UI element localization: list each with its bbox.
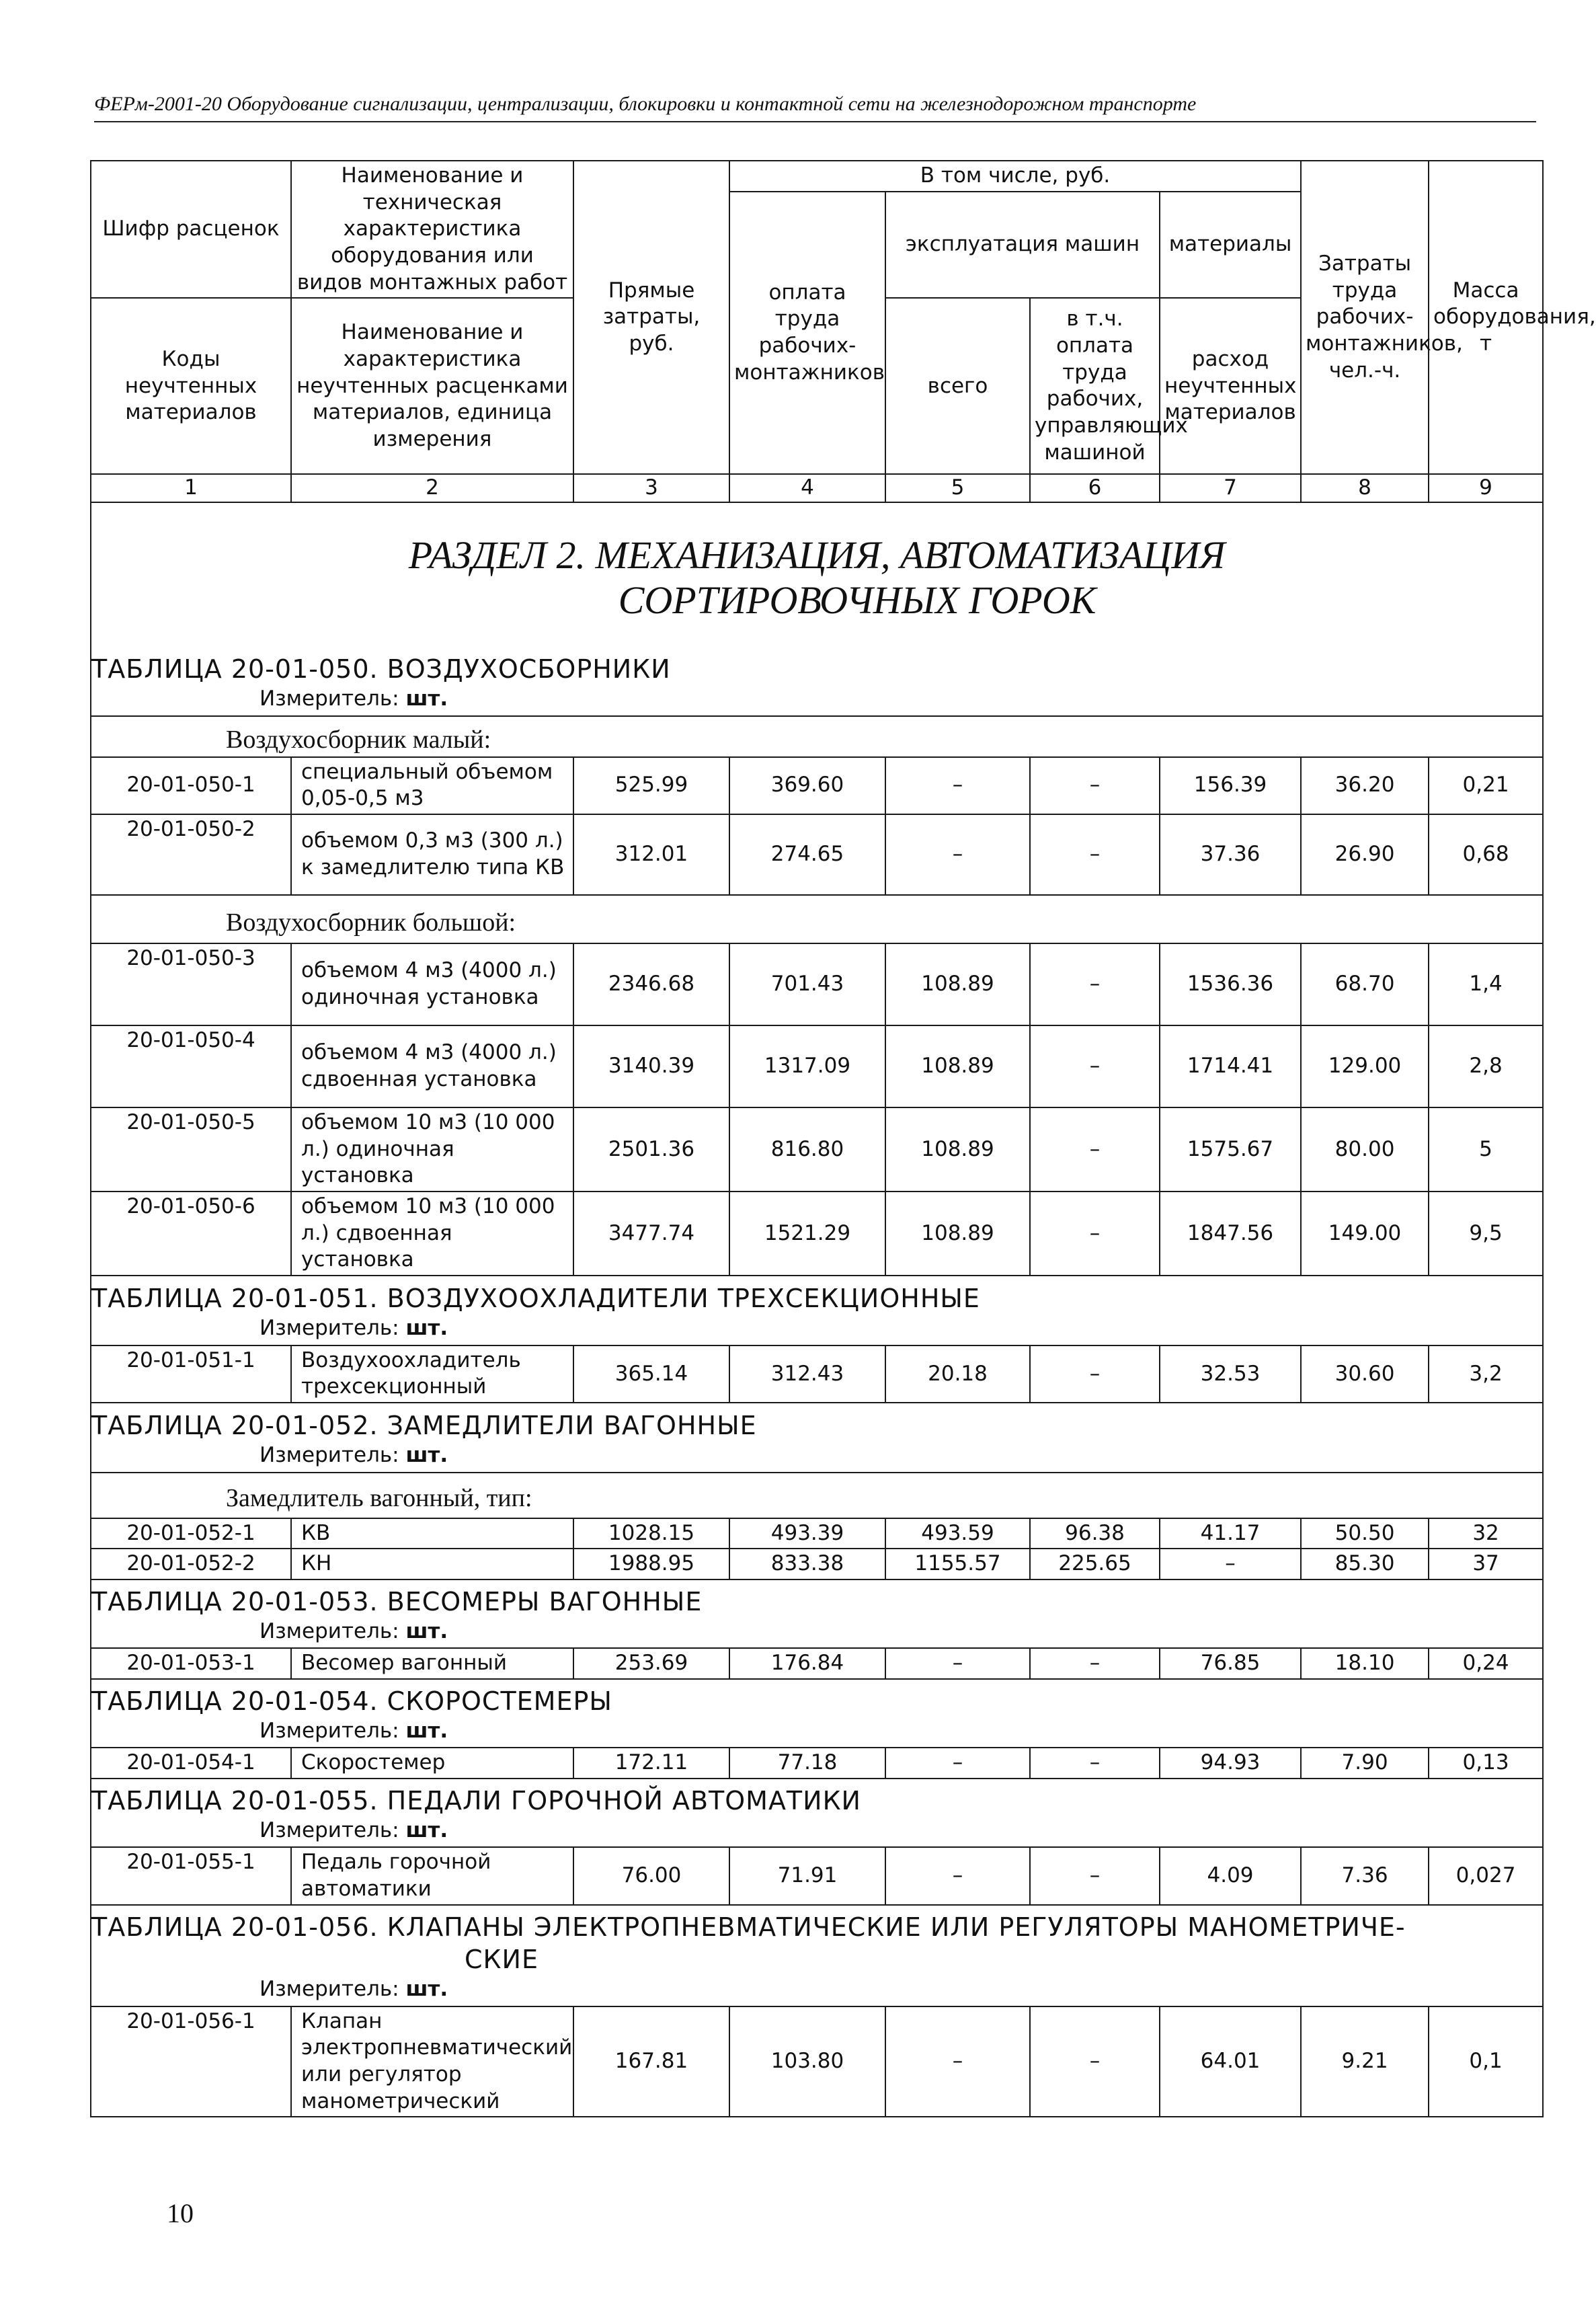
column-number: 6 — [1030, 474, 1160, 502]
table-title: ТАБЛИЦА 20-01-050. ВОЗДУХОСБОРНИКИ — [91, 647, 1543, 686]
column-number: 3 — [573, 474, 729, 502]
column-number: 1 — [91, 474, 291, 502]
item-name: объемом 10 м3 (10 000 л.) одиночная установка — [291, 1107, 573, 1192]
measure-unit — [91, 686, 1543, 716]
table-row — [91, 1518, 1543, 1549]
col-labor-header: Затраты труда рабочих-монтажников, чел.-ч. — [1301, 161, 1429, 474]
direct-costs: 2346.68 — [573, 943, 729, 1025]
mass: 32 — [1429, 1518, 1543, 1549]
table-row — [91, 1847, 1543, 1904]
table-title: ТАБЛИЦА 20-01-054. СКОРОСТЕМЕРЫ — [91, 1679, 1543, 1718]
machine-wages: 225.65 — [1030, 1549, 1160, 1579]
table-row — [91, 1192, 1543, 1276]
machine-wages: – — [1030, 1345, 1160, 1403]
measure-value: шт. — [405, 1443, 448, 1468]
labor: 9.21 — [1301, 2006, 1429, 2117]
rate-code: 20-01-050-4 — [91, 1025, 291, 1107]
measure-label: Измеритель: — [260, 687, 399, 711]
machines-total: 108.89 — [885, 1107, 1030, 1192]
mass: 1,4 — [1429, 943, 1543, 1025]
direct-costs: 167.81 — [573, 2006, 729, 2117]
item-name: Клапан электропневматический или регулятор манометрический — [291, 2006, 573, 2117]
measure-unit — [91, 1442, 1543, 1473]
direct-costs: 1988.95 — [573, 1549, 729, 1579]
column-number: 8 — [1301, 474, 1429, 502]
wages: 1317.09 — [729, 1025, 885, 1107]
mass: 9,5 — [1429, 1192, 1543, 1276]
col-group-header: В том числе, руб. — [729, 161, 1301, 192]
labor: 149.00 — [1301, 1192, 1429, 1276]
wages: 493.39 — [729, 1518, 885, 1549]
table-title-line1: ТАБЛИЦА 20-01-056. КЛАПАНЫ ЭЛЕКТРОПНЕВМАТИЧЕСКИЕ ИЛИ РЕГУЛЯТОРЫ МАНОМЕТРИЧЕ- — [91, 1912, 1406, 1942]
col-material-codes-header: Коды неучтенных материалов — [91, 298, 291, 474]
machine-wages: – — [1030, 1107, 1160, 1192]
measure-value: шт. — [405, 687, 448, 711]
machines-total: 20.18 — [885, 1345, 1030, 1403]
machines-total: – — [885, 2006, 1030, 2117]
rate-code: 20-01-050-1 — [91, 757, 291, 814]
rate-code: 20-01-050-5 — [91, 1107, 291, 1192]
materials: 1714.41 — [1160, 1025, 1301, 1107]
section-title — [91, 502, 1543, 647]
table-row — [91, 757, 1543, 814]
measure-unit — [91, 1315, 1543, 1345]
labor: 18.10 — [1301, 1648, 1429, 1679]
measure-unit — [91, 1618, 1543, 1649]
direct-costs: 76.00 — [573, 1847, 729, 1904]
labor: 80.00 — [1301, 1107, 1429, 1192]
table-row — [91, 1648, 1543, 1679]
table-title: ТАБЛИЦА 20-01-053. ВЕСОМЕРЫ ВАГОННЫЕ — [91, 1579, 1543, 1618]
column-number: 4 — [729, 474, 885, 502]
col-mass-header: Масса оборудования, т — [1429, 161, 1543, 474]
header-rule — [94, 121, 1536, 122]
rate-code: 20-01-053-1 — [91, 1648, 291, 1679]
col-wages-header: оплата труда рабочих-монтажников — [729, 192, 885, 475]
table-row — [91, 1025, 1543, 1107]
section-title-line1: РАЗДЕЛ 2. МЕХАНИЗАЦИЯ, АВТОМАТИЗАЦИЯ — [408, 533, 1226, 578]
rate-code: 20-01-051-1 — [91, 1345, 291, 1403]
section-title-line2: СОРТИРОВОЧНЫХ ГОРОК — [618, 578, 1096, 623]
machine-wages: – — [1030, 1192, 1160, 1276]
measure-value: шт. — [405, 1316, 448, 1341]
measure-label: Измеритель: — [260, 1618, 399, 1643]
rate-code: 20-01-052-2 — [91, 1549, 291, 1579]
item-name: объемом 4 м3 (4000 л.) одиночная установка — [291, 943, 573, 1025]
item-name: КВ — [291, 1518, 573, 1549]
item-name: объемом 4 м3 (4000 л.) сдвоенная установка — [291, 1025, 573, 1107]
column-numbers-row — [91, 474, 1543, 502]
materials: 1847.56 — [1160, 1192, 1301, 1276]
direct-costs: 3140.39 — [573, 1025, 729, 1107]
col-code-header: Шифр расценок — [91, 161, 291, 298]
table-row — [91, 2006, 1543, 2117]
rate-code: 20-01-056-1 — [91, 2006, 291, 2117]
mass: 5 — [1429, 1107, 1543, 1192]
table-row — [91, 943, 1543, 1025]
materials: 32.53 — [1160, 1345, 1301, 1403]
table-title-line2: СКИЕ — [465, 1945, 538, 1975]
materials: 41.17 — [1160, 1518, 1301, 1549]
direct-costs: 253.69 — [573, 1648, 729, 1679]
mass: 3,2 — [1429, 1345, 1543, 1403]
materials: 1575.67 — [1160, 1107, 1301, 1192]
labor: 68.70 — [1301, 943, 1429, 1025]
rate-code: 20-01-054-1 — [91, 1748, 291, 1779]
machine-wages: – — [1030, 814, 1160, 895]
labor: 50.50 — [1301, 1518, 1429, 1549]
mass: 0,027 — [1429, 1847, 1543, 1904]
wages: 77.18 — [729, 1748, 885, 1779]
materials: 1536.36 — [1160, 943, 1301, 1025]
machine-wages: – — [1030, 943, 1160, 1025]
direct-costs: 312.01 — [573, 814, 729, 895]
measure-unit — [91, 1818, 1543, 1848]
wages: 1521.29 — [729, 1192, 885, 1276]
measure-value: шт. — [405, 1976, 448, 2001]
measure-label: Измеритель: — [260, 1443, 399, 1468]
column-number: 9 — [1429, 474, 1543, 502]
item-name: Воздухоохладитель трехсекционный — [291, 1345, 573, 1403]
col-machine-wages-header: в т.ч. оплата труда рабочих, управляющих машиной — [1030, 298, 1160, 474]
materials: 156.39 — [1160, 757, 1301, 814]
measure-unit — [91, 1718, 1543, 1748]
materials: 64.01 — [1160, 2006, 1301, 2117]
rate-code: 20-01-050-3 — [91, 943, 291, 1025]
machines-total: – — [885, 814, 1030, 895]
materials: 4.09 — [1160, 1847, 1301, 1904]
machine-wages: – — [1030, 757, 1160, 814]
wages: 312.43 — [729, 1345, 885, 1403]
column-number: 5 — [885, 474, 1030, 502]
wages: 701.43 — [729, 943, 885, 1025]
materials: – — [1160, 1549, 1301, 1579]
machine-wages: – — [1030, 1748, 1160, 1779]
wages: 833.38 — [729, 1549, 885, 1579]
group-heading: Воздухосборник большой: — [91, 895, 1543, 943]
machine-wages: – — [1030, 1847, 1160, 1904]
item-name: Педаль горочной автоматики — [291, 1847, 573, 1904]
measure-label: Измеритель: — [260, 1718, 399, 1743]
mass: 0,21 — [1429, 757, 1543, 814]
materials: 76.85 — [1160, 1648, 1301, 1679]
labor: 7.36 — [1301, 1847, 1429, 1904]
column-number: 7 — [1160, 474, 1301, 502]
measure-value: шт. — [405, 1718, 448, 1743]
item-name: Весомер вагонный — [291, 1648, 573, 1679]
machines-total: 1155.57 — [885, 1549, 1030, 1579]
direct-costs: 365.14 — [573, 1345, 729, 1403]
machines-total: 108.89 — [885, 1192, 1030, 1276]
labor: 129.00 — [1301, 1025, 1429, 1107]
wages: 274.65 — [729, 814, 885, 895]
wages: 176.84 — [729, 1648, 885, 1679]
mass: 0,1 — [1429, 2006, 1543, 2117]
labor: 26.90 — [1301, 814, 1429, 895]
running-header: ФЕРм-2001-20 Оборудование сигнализации, централизации, блокировки и контактной сети на железнодорожном транспорте — [94, 93, 1197, 115]
machine-wages: – — [1030, 2006, 1160, 2117]
col-material-names-header: Наименование и характеристика неучтенных расценками материалов, единица измерения — [291, 298, 573, 474]
measure-value: шт. — [405, 1818, 448, 1842]
col-machines-total-header: всего — [885, 298, 1030, 474]
item-name: Скоростемер — [291, 1748, 573, 1779]
rate-code: 20-01-055-1 — [91, 1847, 291, 1904]
table-title: ТАБЛИЦА 20-01-052. ЗАМЕДЛИТЕЛИ ВАГОННЫЕ — [91, 1403, 1543, 1442]
group-heading: Воздухосборник малый: — [91, 716, 1543, 757]
table-header — [91, 161, 1596, 502]
machines-total: – — [885, 757, 1030, 814]
table-row — [91, 1107, 1543, 1192]
table-row — [91, 1345, 1543, 1403]
wages: 71.91 — [729, 1847, 885, 1904]
rate-code: 20-01-052-1 — [91, 1518, 291, 1549]
machines-total: – — [885, 1648, 1030, 1679]
measure-label: Измеритель: — [260, 1818, 399, 1842]
mass: 0,24 — [1429, 1648, 1543, 1679]
direct-costs: 172.11 — [573, 1748, 729, 1779]
labor: 36.20 — [1301, 757, 1429, 814]
col-material-usage-header: расход неучтенных материалов — [1160, 298, 1301, 474]
rate-code: 20-01-050-6 — [91, 1192, 291, 1276]
direct-costs: 2501.36 — [573, 1107, 729, 1192]
labor: 85.30 — [1301, 1549, 1429, 1579]
materials: 37.36 — [1160, 814, 1301, 895]
wages: 816.80 — [729, 1107, 885, 1192]
table-title — [91, 1905, 1543, 1976]
page-number: 10 — [167, 2198, 194, 2228]
mass: 0,68 — [1429, 814, 1543, 895]
item-name: объемом 0,3 м3 (300 л.) к замедлителю типа КВ — [291, 814, 573, 895]
wages: 103.80 — [729, 2006, 885, 2117]
mass: 0,13 — [1429, 1748, 1543, 1779]
labor: 30.60 — [1301, 1345, 1429, 1403]
table-title: ТАБЛИЦА 20-01-051. ВОЗДУХООХЛАДИТЕЛИ ТРЕХСЕКЦИОННЫЕ — [91, 1276, 1543, 1315]
table-row — [91, 814, 1543, 895]
direct-costs: 3477.74 — [573, 1192, 729, 1276]
rates-table — [90, 160, 1596, 2117]
machines-total: – — [885, 1748, 1030, 1779]
item-name: объемом 10 м3 (10 000 л.) сдвоенная установка — [291, 1192, 573, 1276]
machines-total: 108.89 — [885, 1025, 1030, 1107]
column-number: 2 — [291, 474, 573, 502]
machine-wages: 96.38 — [1030, 1518, 1160, 1549]
direct-costs: 525.99 — [573, 757, 729, 814]
machine-wages: – — [1030, 1025, 1160, 1107]
direct-costs: 1028.15 — [573, 1518, 729, 1549]
item-name: КН — [291, 1549, 573, 1579]
rate-code: 20-01-050-2 — [91, 814, 291, 895]
mass: 37 — [1429, 1549, 1543, 1579]
measure-label: Измеритель: — [260, 1976, 399, 2001]
measure-unit — [91, 1976, 1543, 2006]
machine-wages: – — [1030, 1648, 1160, 1679]
group-heading: Замедлитель вагонный, тип: — [91, 1473, 1543, 1518]
mass: 2,8 — [1429, 1025, 1543, 1107]
table-row — [91, 1748, 1543, 1779]
machines-total: – — [885, 1847, 1030, 1904]
col-machines-header: эксплуатация машин — [885, 192, 1160, 299]
table-row — [91, 1549, 1543, 1579]
machines-total: 493.59 — [885, 1518, 1030, 1549]
measure-label: Измеритель: — [260, 1316, 399, 1341]
measure-value: шт. — [405, 1618, 448, 1643]
materials: 94.93 — [1160, 1748, 1301, 1779]
labor: 7.90 — [1301, 1748, 1429, 1779]
col-direct-costs-header: Прямые затраты, руб. — [573, 161, 729, 474]
col-name-header: Наименование и техническая характеристика оборудования или видов монтажных работ — [291, 161, 573, 298]
item-name: специальный объемом 0,05-0,5 м3 — [291, 757, 573, 814]
machines-total: 108.89 — [885, 943, 1030, 1025]
col-materials-header: материалы — [1160, 192, 1301, 299]
wages: 369.60 — [729, 757, 885, 814]
table-title: ТАБЛИЦА 20-01-055. ПЕДАЛИ ГОРОЧНОЙ АВТОМАТИКИ — [91, 1779, 1543, 1818]
